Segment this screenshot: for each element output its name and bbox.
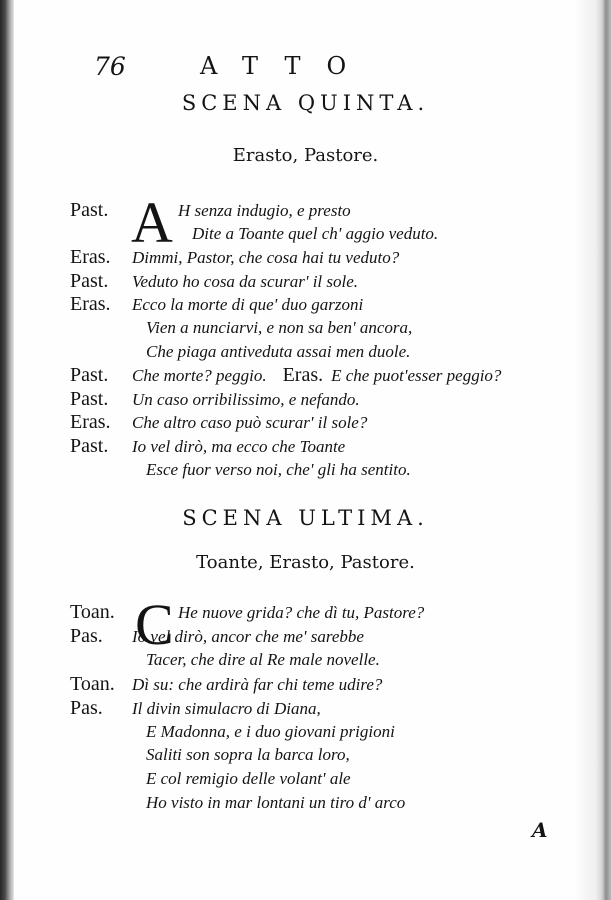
verse-text: Io vel dirò, ancor che me' sarebbe [132,626,364,646]
verse-line [70,316,412,340]
verse-line [70,624,364,648]
verse-text: Ho visto in mar lontani un tiro d' arco [146,793,406,813]
speaker-label: Toan. [70,601,115,623]
speaker-label: Past. [70,435,109,457]
speaker-label: Eras. [70,293,111,316]
verse-line [70,340,410,364]
verse-line [70,672,382,696]
verse-line [70,696,321,720]
drop-cap: C [135,592,174,657]
verse-line [70,245,399,269]
speaker-label: Past. [70,199,109,221]
verse-line [70,222,438,246]
verse-text: Che morte? peggio. [132,366,267,386]
verse-text: Dimmi, Pastor, che cosa hai tu veduto? [132,248,400,268]
verse-line [70,458,411,482]
verse-line [70,410,367,434]
verse-text: Ecco la morte di que' duo garzoni [132,295,364,315]
verse-text: Saliti son sopra la barca loro, [146,745,350,765]
verse-text: E che puot'esser peggio? [331,366,502,386]
verse-line [70,600,424,624]
verse-text: Dite a Toante quel ch' aggio veduto. [192,223,439,243]
verse-text: Io vel dirò, ma ecco che Toante [132,437,346,456]
verse-text: Che altro caso può scurar' il sole? [132,413,368,433]
speaker-label: Past. [70,387,109,410]
verse-text: E Madonna, e i duo giovani prigioni [146,721,395,741]
verse-text: Il divin simulacro di Diana, [132,698,321,718]
speaker-label: Pas. [70,696,103,719]
verse-line [70,387,360,411]
verse-text: Esce fuor verso noi, che' gli ha sentito. [146,459,411,479]
speaker-label: Eras. [282,364,324,387]
speaker-label: Pas. [70,624,103,647]
scene-characters: Toante, Erasto, Pastore. [196,552,415,573]
catchword: A [532,818,548,842]
verse-text: Vien a nunciarvi, e non sa ben' ancora, [146,318,413,337]
verse-text: Dì su: che ardirà far chi teme udire? [132,674,383,694]
verse-line [70,434,345,458]
verse-line [70,363,501,387]
verse-text: H senza indugio, e presto [178,201,351,220]
speaker-label: Eras. [70,411,111,434]
speaker-label: Past. [70,364,109,387]
verse-line [70,791,405,815]
running-head: ATTO [200,52,373,80]
verse-line [70,292,363,316]
scene-title: SCENA ULTIMA. [182,506,429,530]
verse-line [70,720,395,744]
verse-text: Tacer, che dire al Re male novelle. [146,649,380,669]
verse-text: Un caso orribilissimo, e nefando. [132,389,360,409]
verse-text: E col remigio delle volant' ale [146,769,351,789]
scene-characters: Erasto, Pastore. [232,145,379,166]
verse-line [70,648,380,672]
verse-line [70,198,351,222]
speaker-label: Eras. [70,246,111,269]
scene-title: SCENA QUINTA. [181,91,430,115]
drop-cap: A [131,190,173,255]
verse-line [70,767,351,791]
verse-line [70,743,350,767]
speaker-label: Toan. [70,672,115,695]
speaker-label: Past. [70,269,109,292]
verse-line [70,269,358,293]
verse-text: Che piaga antiveduta assai men duole. [146,341,411,361]
verse-text: Veduto ho cosa da scurar' il sole. [132,271,359,291]
page-number: 76 [94,52,126,81]
verse-text: He nuove grida? che dì tu, Pastore? [178,603,425,622]
